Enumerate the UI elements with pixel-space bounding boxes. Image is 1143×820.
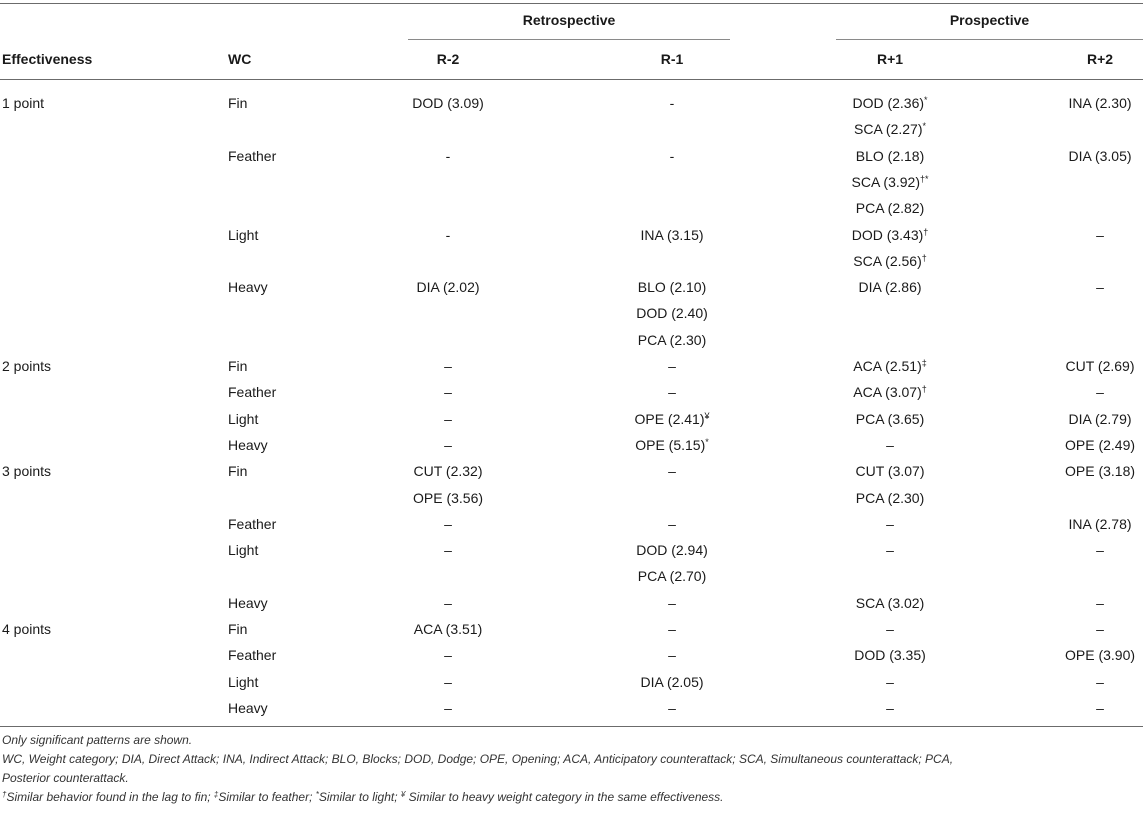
r-minus-1-cell [592, 227, 752, 243]
r-minus-2-cell-text: DOD (3.09) [412, 95, 484, 111]
r-plus-2-cell-text: INA (2.30) [1068, 95, 1132, 111]
r-minus-2-cell-text: – [444, 411, 452, 427]
wc-cell [228, 542, 348, 558]
r-minus-2-cell-text: – [444, 647, 452, 663]
wc-cell-text: Heavy [228, 279, 268, 295]
r-minus-2-cell [368, 463, 528, 479]
wc-cell-text: Fin [228, 621, 248, 637]
r-plus-2-cell [1060, 411, 1140, 427]
r-minus-1-cell-text: – [668, 700, 676, 716]
wc-cell [228, 647, 348, 663]
r-minus-1-cell [592, 700, 752, 716]
r-minus-2-cell-text: – [444, 384, 452, 400]
footnote-mark-double-dagger: ‡ [213, 790, 219, 799]
r-minus-2-cell-text: - [445, 148, 451, 164]
wc-cell-text: Fin [228, 358, 248, 374]
r-minus-1-cell-text: – [668, 516, 676, 532]
r-minus-2-cell [368, 516, 528, 532]
r-minus-1-cell [592, 332, 752, 348]
r-plus-1-cell [810, 174, 970, 190]
r-minus-1-cell [592, 542, 752, 558]
similarity-mark: * [705, 437, 709, 447]
wc-cell [228, 700, 348, 716]
wc-cell-text: Heavy [228, 700, 268, 716]
r-plus-1-cell-text: – [886, 621, 894, 637]
r-plus-1-cell-text: DOD (3.43) [851, 227, 924, 243]
r-plus-2-cell [1060, 542, 1140, 558]
r-minus-2-cell-text: CUT (2.32) [413, 463, 483, 479]
r-minus-1-cell-text: – [668, 647, 676, 663]
r-plus-2-cell [1060, 595, 1140, 611]
r-minus-1-cell [592, 411, 752, 427]
r-minus-2-cell [368, 411, 528, 427]
r-minus-1-cell [592, 437, 752, 453]
similarity-mark: ‡ [921, 358, 927, 368]
r-minus-1-cell-text: PCA (2.70) [637, 568, 707, 584]
r-plus-1-cell-text: – [886, 542, 894, 558]
effectiveness-cell [2, 358, 202, 374]
r-plus-1-cell-text: SCA (2.27) [854, 121, 923, 137]
r-minus-1-cell-text: DIA (2.05) [640, 674, 704, 690]
r-plus-1-cell-text: – [886, 516, 894, 532]
r-minus-2-cell-text: DIA (2.02) [416, 279, 480, 295]
bottom-rule [0, 726, 1143, 727]
r-minus-1-cell-text: DOD (2.94) [636, 542, 708, 558]
r-minus-2-cell [368, 437, 528, 453]
r-minus-2-cell [368, 358, 528, 374]
r-plus-2-cell [1060, 358, 1140, 374]
footnote-significance: Only significant patterns are shown. [2, 733, 193, 747]
wc-cell-text: Feather [228, 647, 277, 663]
r-plus-2-cell-text: DIA (3.05) [1068, 148, 1132, 164]
effectiveness-cell [2, 463, 202, 479]
r-plus-1-cell [810, 595, 970, 611]
r-plus-2-cell-text: CUT (2.69) [1065, 358, 1135, 374]
r-minus-1-cell [592, 95, 752, 111]
r-plus-2-cell [1060, 647, 1140, 663]
r-plus-2-cell [1060, 516, 1140, 532]
retrospective-underline [408, 39, 730, 40]
r-minus-1-cell [592, 384, 752, 400]
wc-cell-text: Fin [228, 95, 248, 111]
r-plus-1-cell [810, 621, 970, 637]
footnote-mark-asterisk: * [315, 790, 319, 799]
r-minus-2-cell-text: – [444, 516, 452, 532]
wc-cell [228, 411, 348, 427]
top-rule [0, 3, 1143, 4]
r-plus-1-cell [810, 95, 970, 111]
r-plus-1-cell [810, 121, 970, 137]
r-minus-2-cell [368, 95, 528, 111]
footnote-mark-dagger: † [2, 790, 7, 799]
r-plus-2-cell-text: – [1096, 227, 1104, 243]
wc-cell [228, 516, 348, 532]
r-plus-1-cell [810, 674, 970, 690]
r-minus-2-cell [368, 227, 528, 243]
r-plus-2-cell-text: – [1096, 674, 1104, 690]
r-minus-2-cell [368, 542, 528, 558]
wc-cell [228, 358, 348, 374]
r-plus-1-cell [810, 279, 970, 295]
r-minus-1-cell-text: PCA (2.30) [637, 332, 707, 348]
r-plus-1-cell-text: SCA (2.56) [853, 253, 922, 269]
r-minus-2-cell-text: – [444, 358, 452, 374]
r-plus-1-cell-text: DIA (2.86) [858, 279, 922, 295]
wc-cell [228, 148, 348, 164]
footnote-text-dagger: Similar behavior found in the lag to fin; [6, 790, 214, 804]
r-plus-1-cell-text: DOD (3.35) [854, 647, 926, 663]
r-minus-2-cell [368, 674, 528, 690]
r-plus-1-cell [810, 411, 970, 427]
r-plus-1-cell [810, 358, 970, 374]
r-plus-1-cell [810, 200, 970, 216]
r-plus-2-cell [1060, 279, 1140, 295]
footnote-text-asterisk: Similar to light; [318, 790, 401, 804]
r-plus-1-cell-text: SCA (3.02) [855, 595, 925, 611]
r-plus-1-cell-text: PCA (2.82) [855, 200, 925, 216]
effectiveness-cell [2, 621, 202, 637]
r-minus-1-cell [592, 674, 752, 690]
r-minus-2-cell-text: – [444, 674, 452, 690]
r-minus-2-cell [368, 647, 528, 663]
r-plus-1-cell [810, 253, 970, 269]
wc-cell-text: Fin [228, 463, 248, 479]
wc-cell [228, 621, 348, 637]
r-minus-2-cell [368, 384, 528, 400]
r-plus-1-cell-text: BLO (2.18) [855, 148, 925, 164]
column-header-wc: WC [228, 51, 252, 67]
similarity-mark: † [923, 227, 929, 237]
r-plus-1-cell [810, 384, 970, 400]
footnote-symbols [2, 790, 724, 804]
r-plus-1-cell-text: – [886, 437, 894, 453]
r-plus-2-cell-text: OPE (3.18) [1064, 463, 1136, 479]
group-header-retrospective: Retrospective [522, 12, 616, 28]
effectiveness-cell-text: 4 points [2, 621, 52, 637]
r-minus-1-cell-text: BLO (2.10) [637, 279, 707, 295]
r-plus-1-cell-text: DOD (2.36) [852, 95, 925, 111]
effectiveness-cell-text: 3 points [2, 463, 52, 479]
wc-cell-text: Feather [228, 384, 277, 400]
similarity-mark: * [924, 95, 928, 105]
r-minus-1-cell-text: OPE (2.41) [634, 411, 705, 427]
r-plus-2-cell [1060, 227, 1140, 243]
footnote-text-yen: Similar to heavy weight category in the same effectiveness. [405, 790, 724, 804]
r-minus-1-cell-text: – [668, 463, 676, 479]
r-minus-1-cell [592, 463, 752, 479]
r-minus-1-cell [592, 148, 752, 164]
r-plus-1-cell [810, 463, 970, 479]
r-plus-1-cell-text: PCA (3.65) [855, 411, 925, 427]
r-plus-2-cell-text: – [1096, 542, 1104, 558]
wc-cell [228, 674, 348, 690]
r-minus-2-cell-text: – [444, 437, 452, 453]
r-plus-1-cell-text: – [886, 674, 894, 690]
footnote-text-double-dagger: Similar to feather; [218, 790, 316, 804]
group-header-prospective: Prospective [949, 12, 1030, 28]
column-header-effectiveness: Effectiveness [2, 51, 93, 67]
r-plus-2-cell [1060, 463, 1140, 479]
effectiveness-cell-text: 2 points [2, 358, 52, 374]
wc-cell [228, 595, 348, 611]
column-header-r-plus-2: R+2 [1086, 51, 1114, 67]
header-rule [0, 79, 1143, 80]
footnote-mark-yen: ¥ [400, 790, 406, 799]
similarity-mark: † [921, 253, 927, 263]
column-header-r-minus-1: R-1 [660, 51, 684, 67]
r-minus-1-cell [592, 568, 752, 584]
r-plus-1-cell [810, 227, 970, 243]
r-plus-2-cell-text: – [1096, 621, 1104, 637]
r-minus-1-cell-text: – [668, 384, 676, 400]
r-plus-2-cell-text: DIA (2.79) [1068, 411, 1132, 427]
r-minus-1-cell-text: - [669, 148, 675, 164]
column-header-r-minus-2: R-2 [436, 51, 460, 67]
r-minus-1-cell-text: - [669, 95, 675, 111]
similarity-mark: † [921, 384, 927, 394]
r-minus-2-cell [368, 595, 528, 611]
r-minus-2-cell-text: ACA (3.51) [413, 621, 483, 637]
r-plus-1-cell [810, 148, 970, 164]
r-minus-1-cell [592, 516, 752, 532]
r-plus-2-cell [1060, 437, 1140, 453]
r-plus-2-cell-text: – [1096, 700, 1104, 716]
wc-cell-text: Light [228, 674, 259, 690]
similarity-mark: ¥ [704, 411, 710, 421]
r-minus-2-cell-text: – [444, 700, 452, 716]
similarity-mark: * [922, 121, 926, 131]
r-plus-1-cell-text: PCA (2.30) [855, 490, 925, 506]
footnote-abbreviations: WC, Weight category; DIA, Direct Attack; INA, Indirect Attack; BLO, Blocks; DOD, Dodge; OPE, Opening; ACA, Anticipatory counterattack; SCA, Simultaneous counterattack; PCA, [2, 752, 954, 766]
r-plus-2-cell [1060, 674, 1140, 690]
r-minus-1-cell-text: – [668, 621, 676, 637]
wc-cell-text: Heavy [228, 437, 268, 453]
wc-cell-text: Feather [228, 516, 277, 532]
wc-cell-text: Light [228, 411, 259, 427]
r-plus-2-cell-text: OPE (3.90) [1064, 647, 1136, 663]
r-minus-1-cell [592, 305, 752, 321]
r-minus-1-cell-text: – [668, 358, 676, 374]
r-minus-2-cell-text: – [444, 595, 452, 611]
effectiveness-cell [2, 95, 202, 111]
r-plus-2-cell [1060, 621, 1140, 637]
r-plus-2-cell [1060, 95, 1140, 111]
wc-cell [228, 384, 348, 400]
r-minus-1-cell [592, 279, 752, 295]
effectiveness-cell-text: 1 point [2, 95, 45, 111]
r-plus-1-cell-text: – [886, 700, 894, 716]
r-minus-1-cell-text: INA (3.15) [640, 227, 704, 243]
r-minus-2-cell [368, 700, 528, 716]
r-minus-1-cell-text: OPE (5.15) [635, 437, 706, 453]
r-plus-1-cell [810, 647, 970, 663]
similarity-mark: †* [919, 174, 929, 184]
r-plus-2-cell-text: OPE (2.49) [1064, 437, 1136, 453]
wc-cell [228, 463, 348, 479]
r-minus-1-cell [592, 647, 752, 663]
r-plus-1-cell [810, 700, 970, 716]
wc-cell [228, 279, 348, 295]
r-plus-2-cell [1060, 384, 1140, 400]
prospective-underline [836, 39, 1143, 40]
r-minus-2-cell-text: - [445, 227, 451, 243]
r-plus-1-cell [810, 516, 970, 532]
r-minus-1-cell-text: – [668, 595, 676, 611]
r-minus-2-cell [368, 148, 528, 164]
wc-cell-text: Light [228, 542, 259, 558]
r-plus-2-cell-text: – [1096, 279, 1104, 295]
r-minus-2-cell-text: OPE (3.56) [412, 490, 484, 506]
wc-cell [228, 437, 348, 453]
r-plus-2-cell-text: – [1096, 595, 1104, 611]
r-plus-1-cell-text: SCA (3.92) [851, 174, 920, 190]
r-minus-2-cell [368, 490, 528, 506]
r-minus-1-cell-text: DOD (2.40) [636, 305, 708, 321]
r-minus-1-cell [592, 358, 752, 374]
r-plus-2-cell [1060, 148, 1140, 164]
r-plus-2-cell-text: – [1096, 384, 1104, 400]
r-plus-1-cell [810, 437, 970, 453]
r-minus-2-cell-text: – [444, 542, 452, 558]
r-minus-2-cell [368, 279, 528, 295]
r-plus-2-cell-text: INA (2.78) [1068, 516, 1132, 532]
r-plus-1-cell-text: CUT (3.07) [855, 463, 925, 479]
r-plus-2-cell [1060, 700, 1140, 716]
r-minus-1-cell [592, 595, 752, 611]
r-plus-1-cell-text: ACA (2.51) [853, 358, 922, 374]
wc-cell [228, 227, 348, 243]
footnote-abbreviations-cont: Posterior counterattack. [2, 771, 129, 785]
column-header-r-plus-1: R+1 [876, 51, 904, 67]
r-plus-1-cell [810, 542, 970, 558]
r-plus-1-cell [810, 490, 970, 506]
wc-cell-text: Heavy [228, 595, 268, 611]
wc-cell-text: Feather [228, 148, 277, 164]
wc-cell-text: Light [228, 227, 259, 243]
wc-cell [228, 95, 348, 111]
r-minus-2-cell [368, 621, 528, 637]
r-minus-1-cell [592, 621, 752, 637]
r-plus-1-cell-text: ACA (3.07) [853, 384, 922, 400]
